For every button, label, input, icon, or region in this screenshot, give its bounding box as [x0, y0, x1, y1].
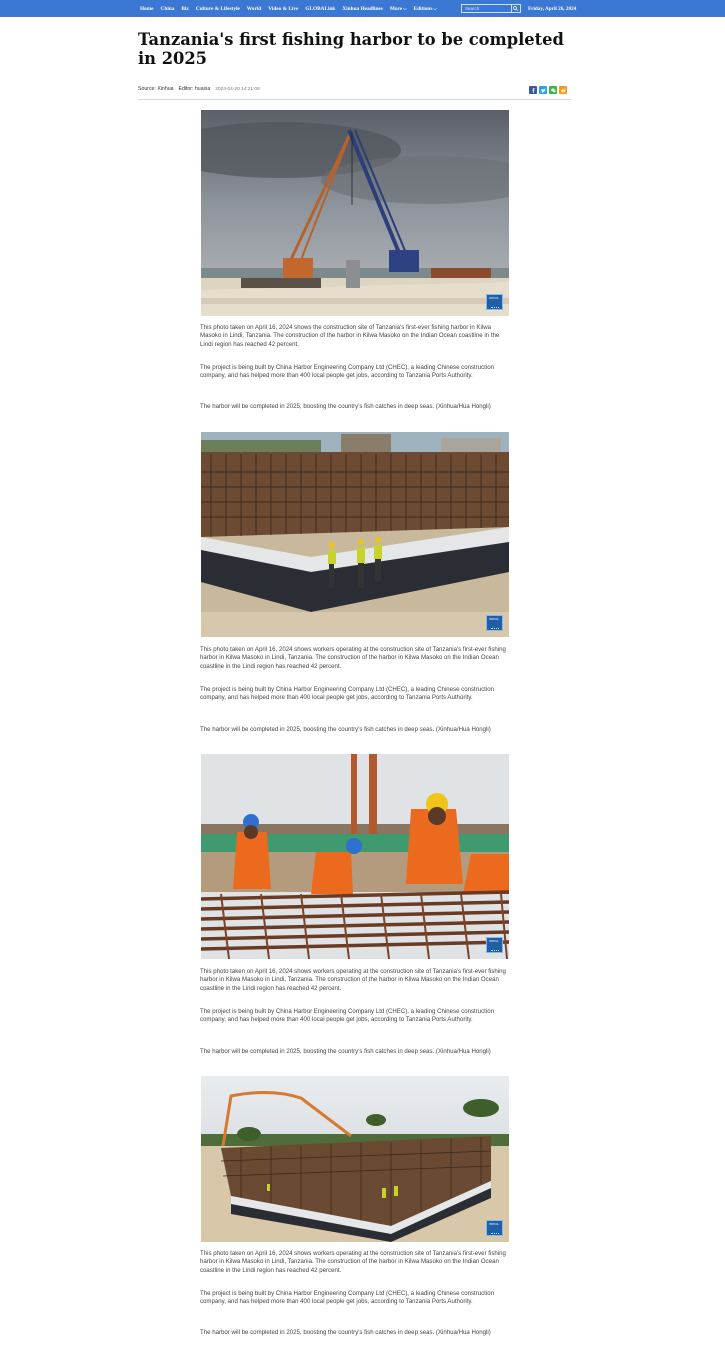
wechat-icon[interactable] [549, 86, 557, 94]
article-photo-4 [201, 1076, 509, 1242]
caption-4-p1: This photo taken on April 16, 2024 shows workers operating at the construction site of Tanzania's first-ever fishing harbor in Kilwa Masoko in Lindi, Tanzania. The construction of the harbor in Kilwa Masoko on the Indian Ocean coastline in the Lindi region has reached 42 percent. [200, 1250, 506, 1274]
caption-4-p3: The harbor will be completed in 2025, boosting the country's fish catches in deep seas. (Xinhua/Hua Hongli) [200, 1329, 491, 1336]
top-nav-bar [0, 0, 725, 17]
caption-3-p1: This photo taken on April 16, 2024 shows workers operating at the construction site of Tanzania's first-ever fishing harbor in Kilwa Masoko in Lindi, Tanzania. The construction of the harbor in Kilwa Masoko on the Indian Ocean coastline in the Lindi region has reached 42 percent. [200, 968, 506, 992]
caption-2-p3: The harbor will be completed in 2025, boosting the country's fish catches in deep seas. (Xinhua/Hua Hongli) [200, 726, 491, 733]
chevron-down-icon: ⌵ [403, 5, 407, 11]
nav-more-label: More [389, 5, 403, 12]
xinhua-watermark [486, 615, 503, 631]
nav-item-video-live[interactable]: Video & Live [268, 5, 299, 12]
watermark-label: XINHUA [489, 1223, 499, 1226]
nav-item-more[interactable] [390, 6, 407, 12]
search-input[interactable] [462, 5, 511, 12]
watermark-label: XINHUA [489, 297, 499, 300]
caption-3-p2: The project is being built by China Harbor Engineering Company Ltd (CHEC), a leading Chinese construction company, and has helped more than 400 local people get jobs, according to Tanzania Ports Authority. [200, 1008, 495, 1024]
caption-2-p2: The project is being built by China Harbor Engineering Company Ltd (CHEC), a leading Chinese construction company, and has helped more than 400 local people get jobs, according to Tanzania Ports Authority. [200, 686, 495, 702]
weibo-icon[interactable] [559, 86, 567, 94]
caption-2-p1: This photo taken on April 16, 2024 shows workers operating at the construction site of Tanzania's first-ever fishing harbor in Kilwa Masoko in Lindi, Tanzania. The construction of the harbor in Kilwa Masoko on the Indian Ocean coastline in the Lindi region has reached 42 percent. [200, 646, 506, 670]
current-date: Friday, April 26, 2024 [528, 5, 577, 12]
nav-editions-label: Editions [413, 5, 433, 12]
share-buttons [529, 86, 567, 94]
main-nav [140, 0, 444, 17]
caption-4-p2: The project is being built by China Harbor Engineering Company Ltd (CHEC), a leading Chinese construction company, and has helped more than 400 local people get jobs, according to Tanzania Ports Authority. [200, 1290, 495, 1306]
nav-item-world[interactable]: World [246, 5, 262, 12]
article-meta [138, 86, 265, 92]
article-photo-1 [201, 110, 509, 316]
xinhua-watermark [486, 1220, 503, 1236]
article-photo-2 [201, 432, 509, 637]
article-source: Source: Xinhua [138, 86, 174, 92]
nav-item-editions[interactable] [414, 6, 437, 12]
facebook-icon[interactable] [529, 86, 537, 94]
title-divider [138, 99, 571, 100]
xinhua-watermark [486, 294, 503, 310]
chevron-down-icon: ⌵ [433, 5, 437, 11]
article-timestamp: 2024-04-20 14:21:08 [215, 86, 260, 92]
article-title: Tanzania's first fishing harbor to be completed in 2025 [138, 30, 564, 68]
watermark-label: XINHUA [489, 940, 499, 943]
nav-item-home[interactable]: Home [140, 5, 154, 12]
search-icon[interactable] [511, 5, 519, 12]
search-box [461, 4, 521, 13]
nav-item-china[interactable]: China [160, 5, 175, 12]
caption-3-p3: The harbor will be completed in 2025, boosting the country's fish catches in deep seas. (Xinhua/Hua Hongli) [200, 1048, 491, 1055]
article-photo-3 [201, 754, 509, 959]
caption-1-p3: The harbor will be completed in 2025, boosting the country's fish catches in deep seas. (Xinhua/Hua Hongli) [200, 403, 491, 410]
article-editor: Editor: huaxia [178, 86, 211, 92]
nav-item-biz[interactable]: Biz [181, 5, 189, 12]
twitter-icon[interactable] [539, 86, 547, 94]
nav-item-globalink[interactable]: GLOBALink [305, 5, 336, 12]
watermark-label: XINHUA [489, 618, 499, 621]
caption-1-p2: The project is being built by China Harbor Engineering Company Ltd (CHEC), a leading Chinese construction company, and has helped more than 400 local people get jobs, according to Tanzania Ports Authority. [200, 364, 495, 380]
xinhua-watermark [486, 937, 503, 953]
nav-item-xinhua-headlines[interactable]: Xinhua Headlines [342, 5, 383, 12]
nav-item-culture-lifestyle[interactable]: Culture & Lifestyle [195, 5, 240, 12]
caption-1-p1: This photo taken on April 16, 2024 shows the construction site of Tanzania's first-ever fishing harbor in Kilwa Masoko in Lindi, Tanzania. The construction of the harbor in Kilwa Masoko on the Indian Ocean coastline in the Lindi region has reached 42 percent. [200, 324, 500, 348]
